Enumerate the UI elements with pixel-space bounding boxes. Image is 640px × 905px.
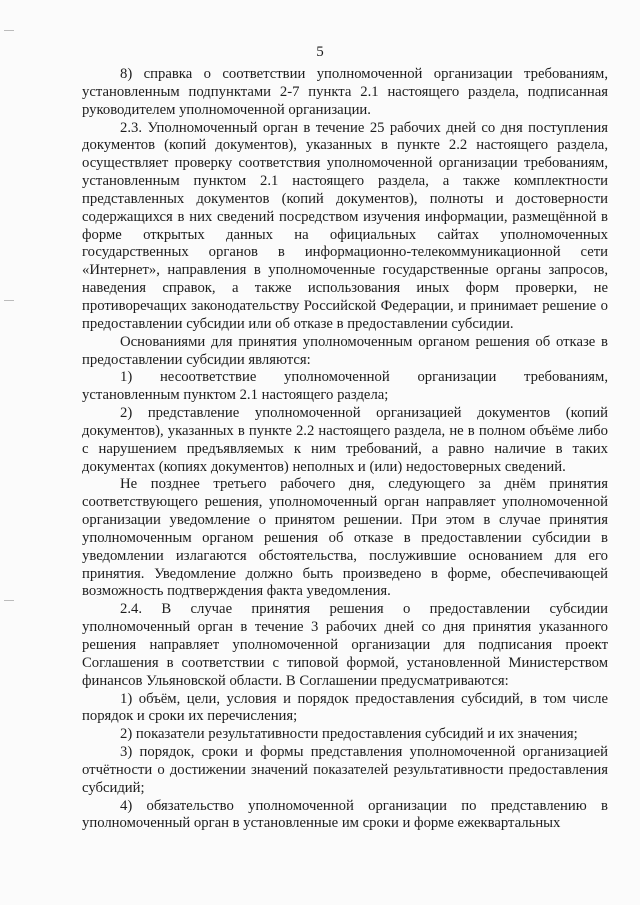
- paragraph-refusal-grounds: Основаниями для принятия уполномоченным органом решения об отказе в предоставлении субсидии являются:: [82, 333, 608, 368]
- margin-mark: [4, 30, 14, 31]
- document-body: [82, 66, 608, 833]
- paragraph-2-4: 2.4. В случае принятия решения о предоставлении субсидии уполномоченный орган в течение 3 рабочих дней со дня принятия указанного решения направляет уполномоченной организации для подписания проект Соглашения в соответствии с типовой формой, установленной Министерством финансов Ульяновской области. В Соглашении предусматриваются:: [82, 601, 608, 689]
- paragraph-notification: Не позднее третьего рабочего дня, следующего за днём принятия соответствующего решения, уполномоченный орган направляет уполномоченной организации уведомление о принятом решении. При этом в случае принятия уполномоченным органом решения об отказе в предоставлении субсидии в уведомлении излагаются обстоятельства, послужившие основанием для его принятия. Уведомление должно быть произведено в форме, обеспечивающей возможность подтверждения факта уведомления.: [82, 476, 608, 600]
- paragraph-ground-2: 2) представление уполномоченной организацией документов (копий документов), указанных в пункте 2.2 настоящего раздела, не в полном объёме либо с нарушением предъявляемых к ним требований, а равно наличие в таких документах (копиях документов) неполных и (или) недостоверных сведений.: [82, 405, 608, 475]
- page-number: 5: [316, 44, 324, 60]
- paragraph-ground-1: 1) несоответствие уполномоченной организации требованиям, установленным пунктом 2.1 настоящего раздела;: [82, 369, 608, 404]
- paragraph-item-8: 8) справка о соответствии уполномоченной организации требованиям, установленным подпунктами 2-7 пункта 2.1 настоящего раздела, подписанная руководителем уполномоченной организации.: [82, 66, 608, 118]
- paragraph-2-3: 2.3. Уполномоченный орган в течение 25 рабочих дней со дня поступления документов (копий документов), указанных в пункте 2.2 настоящего раздела, осуществляет проверку соответствия уполномоченной организации требованиям, установленным пунктом 2.1 настоящего раздела, а также комплектности представленных документов (копий документов), полноты и достоверности содержащихся в них сведений посредством изучения информации, размещённой в форме открытых данных на официальных сайтах уполномоченных государственных органов в информационно-телекоммуникационной сети «Интернет», направления в уполномоченные государственные органы запросов, наведения справок, а также использования иных форм проверки, не противоречащих законодательству Российской Федерации, и принимает решение о предоставлении субсидии или об отказе в предоставлении субсидии.: [82, 119, 608, 332]
- paragraph-agreement-4: 4) обязательство уполномоченной организации по представлению в уполномоченный орган в установленные им сроки и форме ежеквартальных: [82, 797, 608, 832]
- paragraph-agreement-2: 2) показатели результативности предоставления субсидий и их значения;: [120, 726, 578, 743]
- paragraph-agreement-3: 3) порядок, сроки и формы представления уполномоченной организацией отчётности о достижении значений показателей результативности предоставления субсидий;: [82, 744, 608, 796]
- paragraph-agreement-1: 1) объём, цели, условия и порядок предоставления субсидий, в том числе порядок и сроки их перечисления;: [82, 690, 608, 725]
- margin-mark: [4, 600, 14, 601]
- margin-mark: [4, 300, 14, 301]
